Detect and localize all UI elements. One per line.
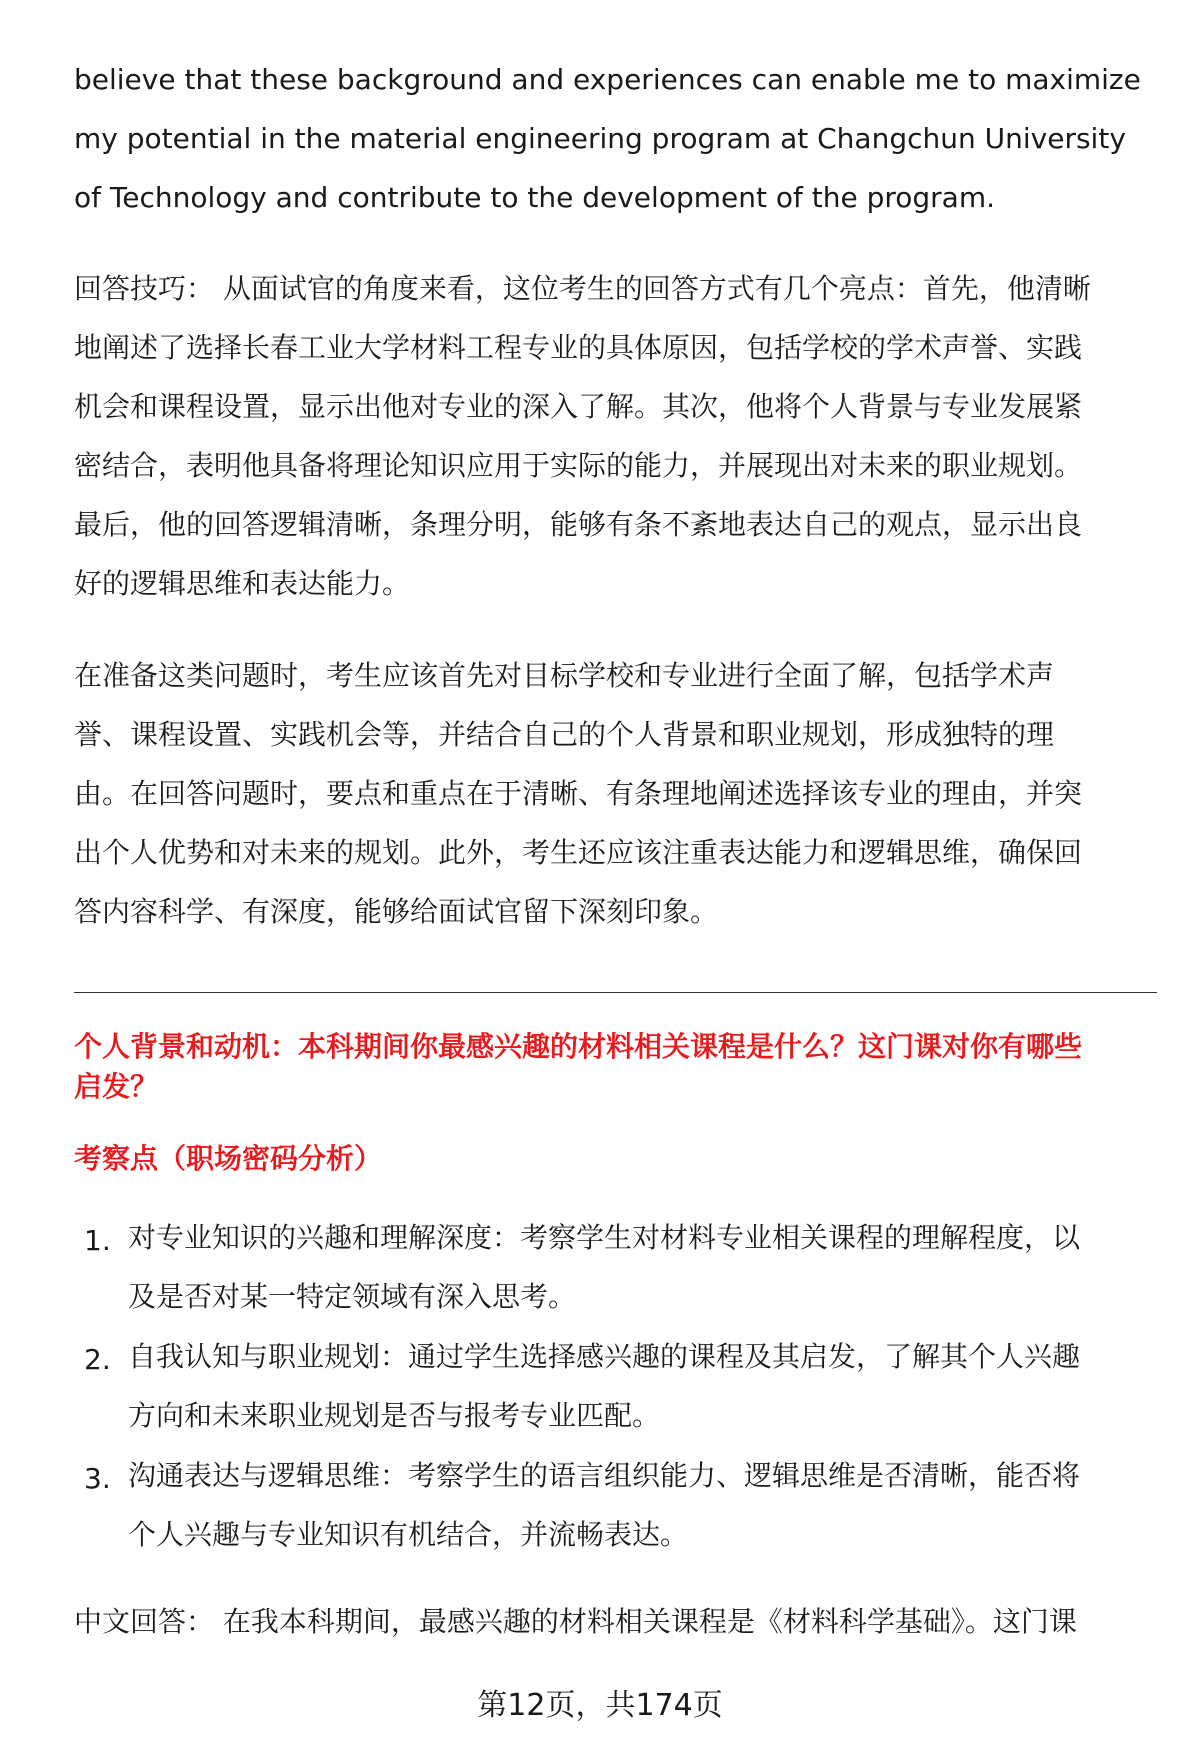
- prep-text: 誉、课程设置、实践机会等，并结合自己的个人背景和职业规划，形成独特的理: [74, 718, 1055, 751]
- body-text: of Technology and contribute to the development of the program.: [74, 181, 996, 214]
- prep-text: 在准备这类问题时，考生应该首先对目标学校和专业进行全面了解，包括学术声: [74, 659, 1055, 692]
- tips-text: 地阐述了选择长春工业大学材料工程专业的具体原因，包括学校的学术声誉、实践: [74, 331, 1083, 364]
- list-item: 及是否对某一特定领域有深入思考。: [128, 1280, 577, 1313]
- body-text: my potential in the material engineering program at Changchun University: [74, 122, 1126, 155]
- list-item: 方向和未来职业规划是否与报考专业匹配。: [128, 1399, 661, 1432]
- list-item: 对专业知识的兴趣和理解深度：考察学生对材料专业相关课程的理解程度，以: [128, 1221, 1081, 1254]
- prep-text: 出个人优势和对未来的规划。此外，考生还应该注重表达能力和逻辑思维，确保回: [74, 836, 1083, 869]
- page-number: 第12页，共174页: [477, 1688, 723, 1723]
- list-item: 自我认知与职业规划：通过学生选择感兴趣的课程及其启发，了解其个人兴趣: [128, 1340, 1081, 1373]
- list-item: 沟通表达与逻辑思维：考察学生的语言组织能力、逻辑思维是否清晰，能否将: [128, 1459, 1081, 1492]
- list-item: 个人兴趣与专业知识有机结合，并流畅表达。: [128, 1518, 689, 1551]
- tips-text: 机会和课程设置，显示出他对专业的深入了解。其次，他将个人背景与专业发展紧: [74, 390, 1083, 423]
- tips-text: 密结合，表明他具备将理论知识应用于实际的能力，并展现出对未来的职业规划。: [74, 449, 1083, 482]
- tips-text: 好的逻辑思维和表达能力。: [74, 567, 411, 600]
- body-text: believe that these background and experiences can enable me to maximize: [74, 63, 1141, 96]
- section-divider: [74, 992, 1157, 993]
- section-title: 考察点（职场密码分析）: [74, 1142, 383, 1175]
- tips-text: 最后，他的回答逻辑清晰，条理分明，能够有条不紊地表达自己的观点，显示出良: [74, 508, 1083, 541]
- prep-text: 答内容科学、有深度，能够给面试官留下深刻印象。: [74, 895, 719, 928]
- list-number: 3.: [84, 1462, 111, 1495]
- prep-text: 由。在回答问题时，要点和重点在于清晰、有条理地阐述选择该专业的理由，并突: [74, 777, 1083, 810]
- list-number: 1.: [84, 1224, 111, 1257]
- question-heading: 个人背景和动机：本科期间你最感兴趣的材料相关课程是什么？这门课对你有哪些: [74, 1030, 1083, 1063]
- list-number: 2.: [84, 1343, 111, 1376]
- tips-text: 回答技巧： 从面试官的角度来看，这位考生的回答方式有几个亮点：首先，他清晰: [74, 272, 1091, 305]
- question-heading: 启发？: [74, 1070, 159, 1103]
- answer-text: 中文回答： 在我本科期间，最感兴趣的材料相关课程是《材料科学基础》。这门课: [74, 1605, 1077, 1638]
